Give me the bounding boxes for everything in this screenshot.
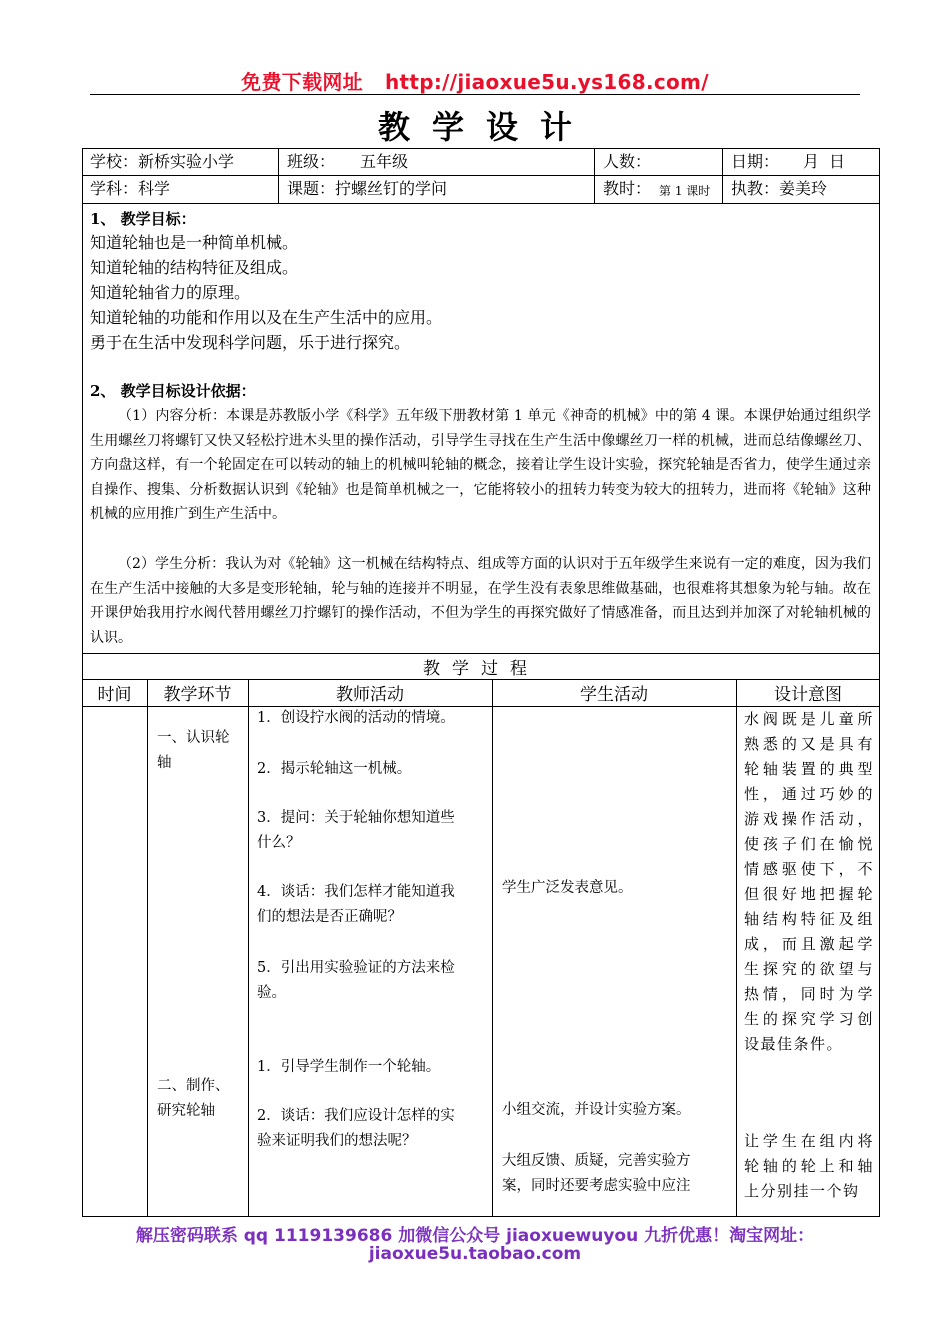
period-value: 第 1 课时 — [659, 184, 711, 198]
goal-item: 知道轮轴也是一种简单机械。 — [90, 233, 299, 252]
student-analysis-text: （2）学生分析：我认为对《轮轴》这一机械在结构特点、组成等方面的认识对于五年级学生来说有一定的难度，因为我们在生产生活中接触的大多是变形轮轴，轮与轴的连接并不明显，在学生没有表象思维做基础，也很难将其想象为轮与轴。故在开课伊始我用拧水阀代替用螺丝刀拧螺钉的操作活动，不但为学生的再探究做好了情感准备，而且达到并加深了对轮轴机械的认识。 — [90, 556, 871, 646]
topic-cell: 课题：拧螺丝钉的学问 — [287, 179, 448, 198]
class-label: 班级： — [287, 152, 336, 171]
date-label: 日期： — [731, 152, 780, 171]
teacher-activity: 们的想法是否正确呢？ — [257, 909, 402, 925]
info-col-divider-2 — [594, 148, 595, 203]
header-divider — [90, 94, 860, 95]
process-title: 教学过程 — [423, 659, 539, 679]
column-header-student: 学生活动 — [580, 685, 648, 705]
content-analysis-text: （1）内容分析：本课是苏教版小学《科学》五年级下册教材第 1 单元《神奇的机械》中的第 4 课。本课伊始通过组织学生用螺丝刀将螺钉又快又轻松拧进木头里的操作活动，引导学生寻找在生产生活中像螺丝刀一样的机械，进而总结像螺丝刀、方向盘这样，有一个轮固定在可以转动的轴上的机械叫轮轴的概念，接着让学生设计实验，探究轮轴是否省力，使学生通过亲自操作、搜集、分析数据认识到《轮轴》也是简单机械之一，它能将较小的扭转力转变为较大的扭转力，进而将《轮轴》这种机械的应用推广到生产生活中。 — [90, 408, 871, 523]
stage-2-line-1: 二、制作、 — [157, 1078, 230, 1094]
col-divider-student — [736, 679, 737, 1217]
design-intent-2: 让学生在组内将轮轴的轮上和轴上分别挂一个钩 — [744, 1132, 874, 1200]
column-header-stage: 教学环节 — [163, 685, 232, 705]
column-header-intent: 设计意图 — [774, 685, 842, 705]
school-cell: 学校：新桥实验小学 — [90, 152, 235, 171]
goal-item: 知道轮轴省力的原理。 — [90, 283, 251, 302]
content-analysis-paragraph — [90, 404, 871, 527]
document-title: 教学设计 — [377, 108, 594, 146]
period-label: 教时： — [603, 179, 652, 198]
teacher-activity: 5．引出用实验验证的方法来检 — [257, 960, 455, 976]
stage-1-line-1: 一、认识轮 — [157, 730, 230, 746]
student-activity: 学生广泛发表意见。 — [502, 880, 633, 896]
col-divider-teacher — [492, 679, 493, 1217]
basis-heading: 2、 教学目标设计依据： — [90, 382, 256, 400]
info-bottom-divider — [82, 203, 880, 204]
student-activity: 小组交流，并设计实验方案。 — [502, 1102, 691, 1118]
footer-contact: 解压密码联系 qq 1119139686 加微信公众号 jiaoxuewuyou 九折优惠！淘宝网址： — [135, 1226, 815, 1246]
stage-1-line-2: 轴 — [157, 755, 172, 771]
col-divider-time — [147, 679, 148, 1217]
student-activity: 大组反馈、质疑，完善实验方 — [502, 1153, 691, 1169]
student-analysis-paragraph — [90, 552, 871, 650]
teacher-activity: 验。 — [257, 985, 286, 1001]
teacher-activity: 1．创设拧水阀的活动的情境。 — [257, 710, 455, 726]
info-col-divider-3 — [722, 148, 723, 203]
col-divider-stage — [248, 679, 249, 1217]
stage-2-line-2: 研究轮轴 — [157, 1103, 215, 1119]
design-intent-1: 水阀既是儿童所熟悉的又是具有轮轴装置的典型性，通过巧妙的游戏操作活动，使孩子们在愉悦情感驱使下，不但很好地把握轮轴结构特征及组成，而且激起学生探究的欲望与热情，同时为学生的探究学习创设最佳条件。 — [744, 710, 874, 1053]
date-month: 月 — [803, 152, 820, 171]
date-day: 日 — [829, 152, 846, 171]
goal-item: 知道轮轴的功能和作用以及在生产生活中的应用。 — [90, 308, 443, 327]
download-header — [0, 66, 950, 95]
teacher-activity: 4．谈话：我们怎样才能知道我 — [257, 884, 455, 900]
column-header-time: 时间 — [97, 685, 132, 705]
info-col-divider-1 — [278, 148, 279, 203]
teacher-activity: 2．揭示轮轴这一机械。 — [257, 761, 412, 777]
goals-heading: 1、 教学目标： — [90, 210, 196, 228]
column-header-teacher: 教师活动 — [336, 685, 404, 705]
class-value: 五年级 — [360, 152, 409, 171]
download-url-link[interactable]: http://jiaoxue5u.ys168.com/ — [384, 70, 709, 94]
teacher-activity: 2．谈话：我们应设计怎样的实 — [257, 1108, 455, 1124]
goal-item: 知道轮轴的结构特征及组成。 — [90, 258, 299, 277]
teacher-activity: 什么？ — [257, 835, 301, 851]
student-activity: 案，同时还要考虑实验中应注 — [502, 1178, 691, 1194]
goal-item: 勇于在生活中发现科学问题，乐于进行探究。 — [90, 333, 411, 352]
subject-cell: 学科：科学 — [90, 179, 171, 198]
footer-shop-link[interactable]: jiaoxue5u.taobao.com — [368, 1244, 582, 1264]
teacher-activity: 验来证明我们的想法呢？ — [257, 1133, 417, 1149]
teacher-activity: 3．提问：关于轮轴你想知道些 — [257, 810, 455, 826]
count-cell: 人数： — [603, 152, 652, 171]
teacher-activity: 1．引导学生制作一个轮轴。 — [257, 1059, 441, 1075]
download-label: 免费下载网址 — [241, 70, 363, 94]
teacher-cell: 执教：姜美玲 — [731, 179, 828, 198]
info-row-divider — [82, 175, 880, 176]
